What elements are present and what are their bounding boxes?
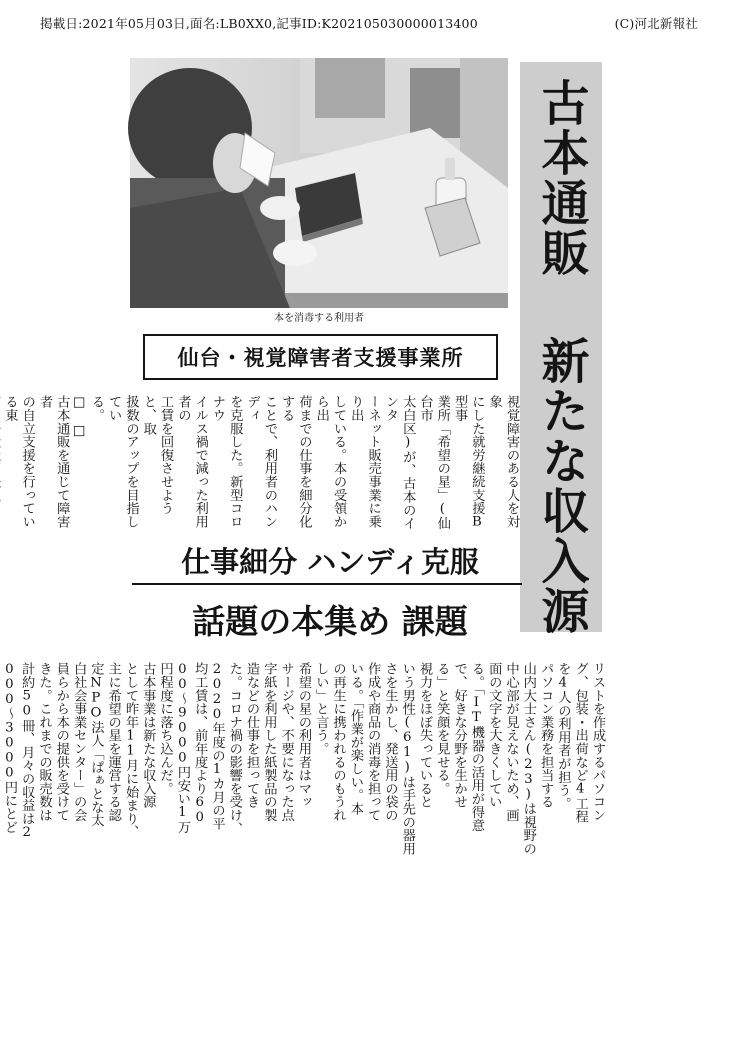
article-line: 視力をほぼ失っていると (417, 662, 433, 809)
article-metadata: 掲載日:2021年05月03日,面名:LB0XX0,記事ID:K202105030000013400 (40, 16, 478, 31)
headline-tertiary: 話題の本集め 課題 (192, 602, 468, 641)
article-line: 工賃を回復させようと、取 (140, 395, 174, 515)
article-line: を4人の利用者が担う。 (555, 662, 571, 810)
article-line: た。コロナ禍の影響を受け、 (226, 662, 242, 835)
article-line: 業所「希望の星」(仙台市 (417, 395, 450, 530)
article-line: る」と笑顔を見せる。 (434, 662, 450, 795)
article-line: 00〜9000円安い1万 (174, 662, 190, 834)
article-line: 扱数のアップを目指してい (106, 395, 139, 528)
article-line: にした就労継続支援B型事 (452, 395, 485, 530)
article-line: 中心部が見えないため、画 (503, 662, 519, 822)
article-line: いう男性(61)は手先の器用 (399, 662, 415, 855)
article-line: 2020年度の1カ月の平 (209, 662, 225, 831)
article-line: ーネット販売事業に乗り出 (348, 395, 381, 528)
article-line (0, 395, 1, 535)
article-line: 面の文字を大きくしてい (486, 662, 502, 809)
article-line: しい」と言う。 (313, 662, 329, 756)
article-line: ことで、利用者のハンディ (244, 395, 277, 528)
article-line: 定NPO法人「ぱぁとな太 (88, 662, 104, 827)
article-line: きた。これまでの販売数は (36, 662, 52, 822)
article-line: 計約50冊、月々の収益は2 (19, 662, 35, 840)
article-body-lower (1, 662, 606, 1002)
headline-secondary: 仕事細分 ハンディ克服 (181, 545, 479, 579)
article-line: 山内大士さん(23)は視野の (520, 662, 536, 855)
article-line: イルス禍で減った利用者の (175, 395, 208, 528)
article-line: の自立支援を行っている東 (2, 395, 35, 528)
article-line: さを生かし、発送用の袋の (382, 662, 398, 822)
article-line: で、好きな分野を生かせ (451, 662, 467, 809)
article-line: 字紙を利用した紙製品の製 (261, 662, 277, 822)
article-line: 000〜3000円にとど (1, 662, 17, 834)
article-line: 均工賃は、前年度より60 (192, 662, 208, 825)
article-line: リストを作成するパソコン (590, 662, 605, 822)
article-line: 希望の星の利用者はマッ (295, 662, 311, 809)
article-line: として昨年11月に始まり、 (122, 662, 138, 839)
article-line: る。「IT機器の活用が得意 (468, 662, 484, 832)
article-line: 白社会事業センター」の会 (71, 662, 87, 822)
article-photo (130, 58, 508, 308)
article-line: サージや、不要になった点 (278, 662, 294, 822)
article-line: 古本事業は新たな収入源 (140, 662, 156, 809)
article-line: いる。「作業が楽しい。本 (347, 662, 363, 815)
article-line: 視覚障害のある人を対象 (486, 395, 519, 528)
photo-caption: 本を消毒する利用者 (274, 313, 364, 324)
headline-divider (132, 583, 522, 585)
article-line: パソコン業務を担当する (538, 662, 554, 809)
article-line: の再生に携われるのもうれ (330, 662, 346, 822)
article-line: 円程度に落ち込んだ。 (157, 662, 173, 795)
article-line: □ □ (71, 395, 87, 439)
photo-illustration (130, 58, 508, 308)
article-line: 造などの仕事を担ってき (244, 662, 260, 809)
article-line: 員らから本の提供を受けて (53, 662, 69, 822)
copyright-notice: (C)河北新報社 (614, 16, 698, 31)
article-line: グ、包装・出荷など4工程 (572, 662, 588, 824)
article-body-upper (2, 395, 520, 535)
subtitle-box (143, 334, 498, 380)
main-headline: 古本通販 新たな収入源 (533, 78, 589, 636)
article-line: を克服した。新型コロナウ (209, 395, 243, 528)
article-line: している。本の受領から出 (313, 395, 347, 528)
article-line: 主に希望の星を運営する認 (105, 662, 121, 822)
article-line: る。 (88, 395, 104, 422)
subtitle-text: 仙台・視覚障害者支援事業所 (177, 346, 464, 370)
article-line: 太白区)が、古本のインタ (382, 395, 416, 530)
article-line: 作成や商品の消毒を担って (365, 662, 381, 822)
article-line: 古本通販を通じて障害者 (36, 395, 70, 528)
article-line: 荷までの仕事を細分化する (279, 395, 312, 528)
